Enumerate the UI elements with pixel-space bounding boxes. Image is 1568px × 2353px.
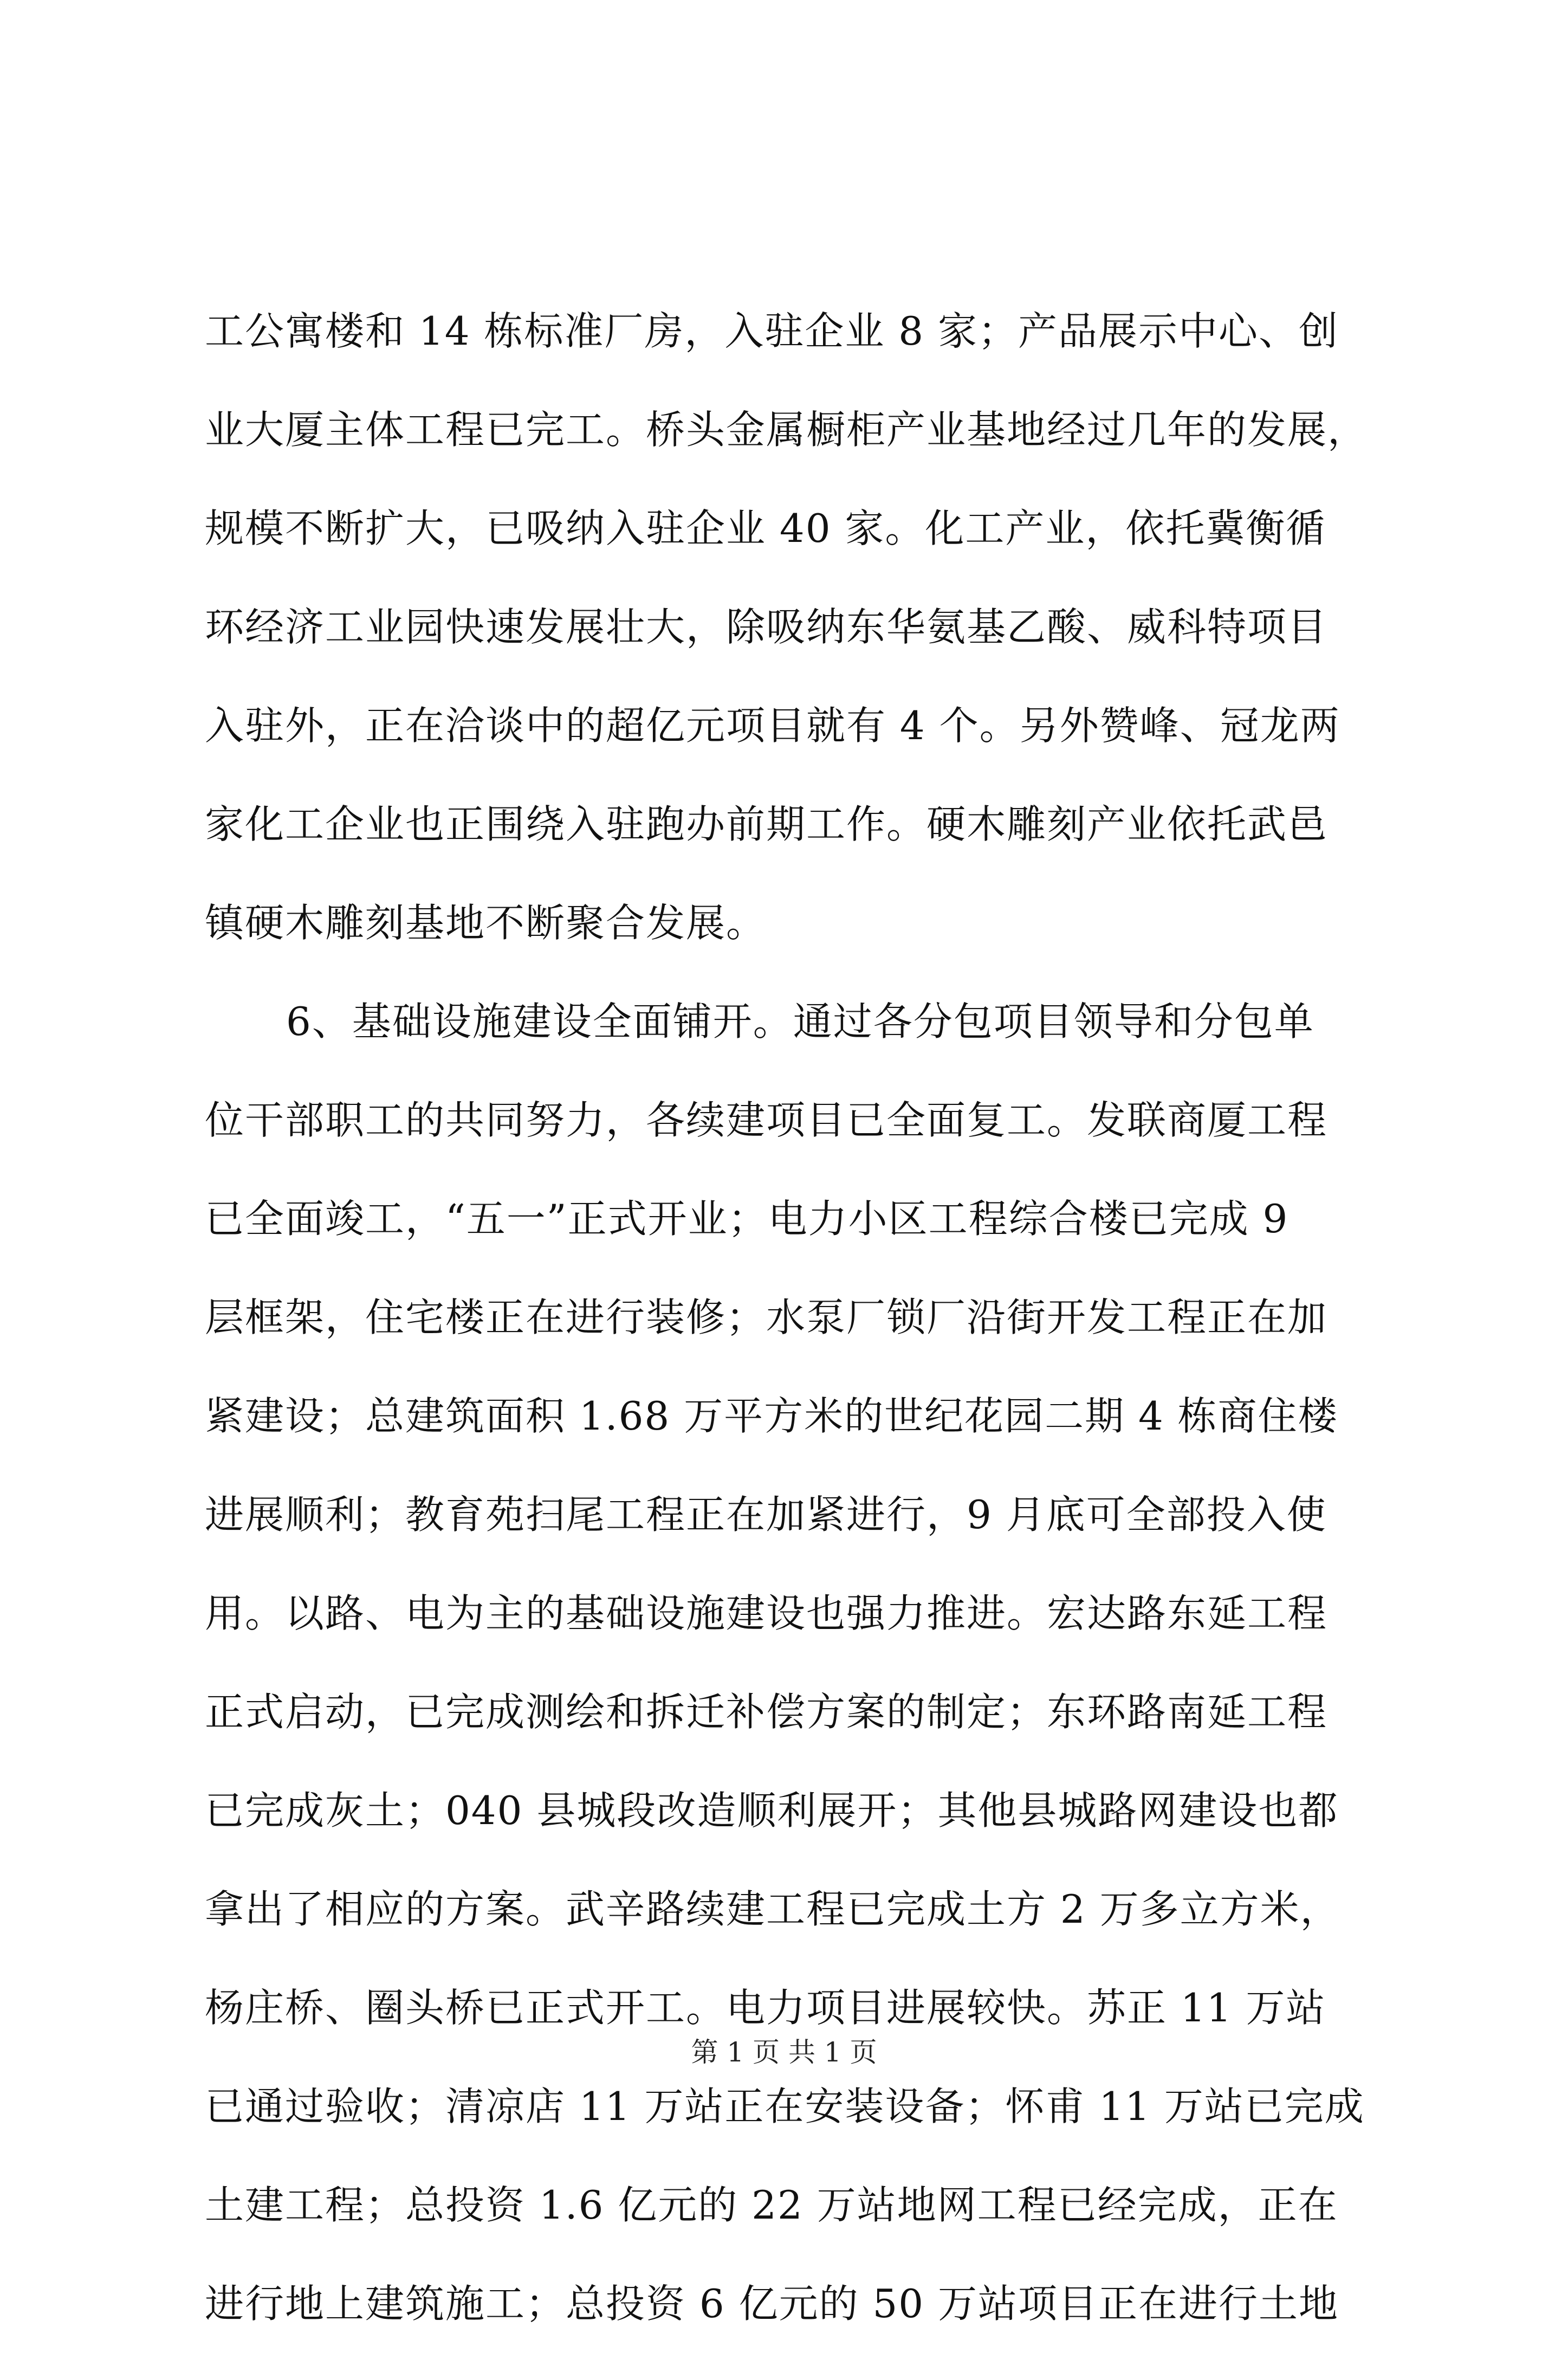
- text-line: 进展顺利；教育苑扫尾工程正在加紧进行，9 月底可全部投入使: [205, 1492, 1327, 1537]
- text-line: 土建工程；总投资 1.6 亿元的 22 万站地网工程已经完成，正在: [205, 2182, 1338, 2228]
- text-line: 已全面竣工，“五一”正式开业；电力小区工程综合楼已完成 9: [205, 1196, 1289, 1242]
- text-line: 工公寓楼和 14 栋标准厂房，入驻企业 8 家；产品展示中心、创: [205, 308, 1339, 354]
- text-line: 入驻外，正在洽谈中的超亿元项目就有 4 个。另外赞峰、冠龙两: [205, 703, 1340, 748]
- text-line: 已完成灰土；040 县城段改造顺利展开；其他县城路网建设也都: [205, 1788, 1339, 1833]
- text-line: 紧建设；总建筑面积 1.68 万平方米的世纪花园二期 4 栋商住楼: [205, 1393, 1338, 1439]
- text-line: 业大厦主体工程已完工。桥头金属橱柜产业基地经过几年的发展，: [205, 407, 1368, 452]
- text-line: 位干部职工的共同努力，各续建项目已全面复工。发联商厦工程: [205, 1097, 1328, 1143]
- text-line: 环经济工业园快速发展壮大，除吸纳东华氨基乙酸、威科特项目: [205, 604, 1328, 650]
- text-line: 家化工企业也正围绕入驻跑办前期工作。硬木雕刻产业依托武邑: [205, 801, 1328, 847]
- text-line: 拿出了相应的方案。武辛路续建工程已完成土方 2 万多立方米，: [205, 1886, 1340, 1932]
- text-line: 用。以路、电为主的基础设施建设也强力推进。宏达路东延工程: [205, 1591, 1328, 1636]
- text-line: 杨庄桥、圈头桥已正式开工。电力项目进展较快。苏正 11 万站: [205, 1985, 1326, 2031]
- text-line: 正式启动，已完成测绘和拆迁补偿方案的制定；东环路南延工程: [205, 1689, 1328, 1735]
- text-line: 已通过验收；清凉店 11 万站正在安装设备；怀甫 11 万站已完成: [205, 2084, 1365, 2129]
- text-line: 进行地上建筑施工；总投资 6 亿元的 50 万站项目正在进行土地: [205, 2281, 1339, 2326]
- text-line: 层框架，住宅楼正在进行装修；水泵厂锁厂沿街开发工程正在加: [205, 1295, 1328, 1340]
- page-footer: 第 1 页 共 1 页: [691, 2037, 877, 2068]
- paragraph-start-line: 6、基础设施建设全面铺开。通过各分包项目领导和分包单: [286, 999, 1314, 1044]
- text-line: 规模不断扩大，已吸纳入驻企业 40 家。化工产业，依托冀衡循: [205, 506, 1326, 551]
- text-line: 镇硬木雕刻基地不断聚合发展。: [205, 900, 767, 946]
